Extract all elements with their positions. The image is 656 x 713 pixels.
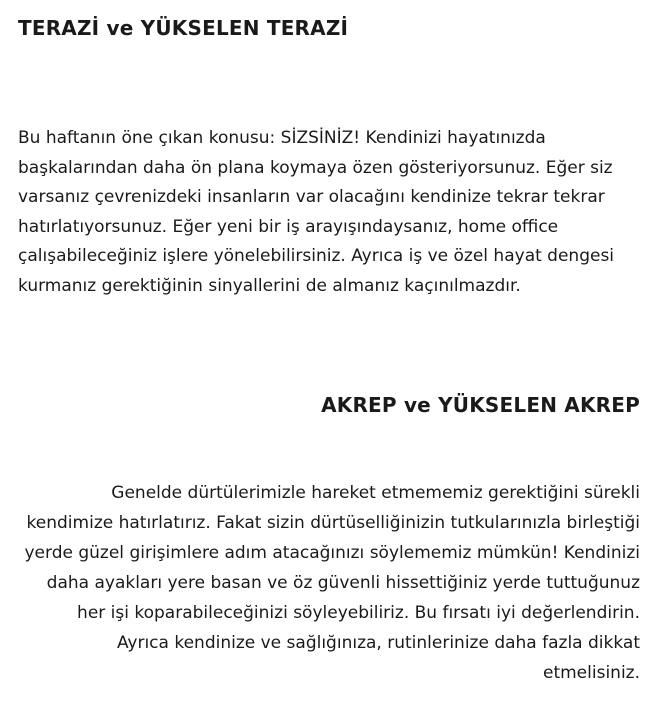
scorpio-heading: AKREP ve YÜKSELEN AKREP <box>321 393 640 417</box>
paragraph-line: varsanız çevrenizdeki insanların var olacağını kendinize tekrar tekrar <box>18 187 605 207</box>
paragraph-line: Genelde dürtülerimizle hareket etmememiz gerektiğini sürekli <box>111 483 640 503</box>
paragraph-line: kendimize hatırlatırız. Fakat sizin dürtüselliğinizin tutkularınızla birleştiği <box>26 513 640 533</box>
libra-heading: TERAZİ ve YÜKSELEN TERAZİ <box>18 16 349 40</box>
paragraph-line: kurmanız gerektiğinin sinyallerini de almanız kaçınılmazdır. <box>18 275 521 296</box>
paragraph-line: her işi koparabileceğinizi söyleyebiliriz. Bu fırsatı iyi değerlendirin. <box>77 603 640 623</box>
libra-paragraph <box>18 124 614 301</box>
paragraph-line: çalışabileceğiniz işlere yönelebilirsiniz. Ayrıca iş ve özel hayat dengesi <box>18 246 615 266</box>
paragraph-line: başkalarından daha ön plana koymaya özen gösteriyorsunuz. Eğer siz <box>18 157 613 178</box>
paragraph-line: etmelisiniz. <box>543 663 640 683</box>
paragraph-line: hatırlatıyorsunuz. Eğer yeni bir iş arayışındaysanız, home office <box>18 216 559 237</box>
paragraph-line: daha ayakları yere basan ve öz güvenli hissettiğiniz yerde tuttuğunuz <box>46 573 640 593</box>
scorpio-paragraph <box>25 478 641 688</box>
paragraph-line: yerde güzel girişimlere adım atacağınızı söylememiz mümkün! Kendinizi <box>24 543 640 563</box>
paragraph-line: Bu haftanın öne çıkan konusu: SİZSİNİZ! Kendinizi hayatınızda <box>18 128 546 148</box>
paragraph-line: Ayrıca kendinize ve sağlığınıza, rutinlerinize daha fazla dikkat <box>116 633 640 653</box>
